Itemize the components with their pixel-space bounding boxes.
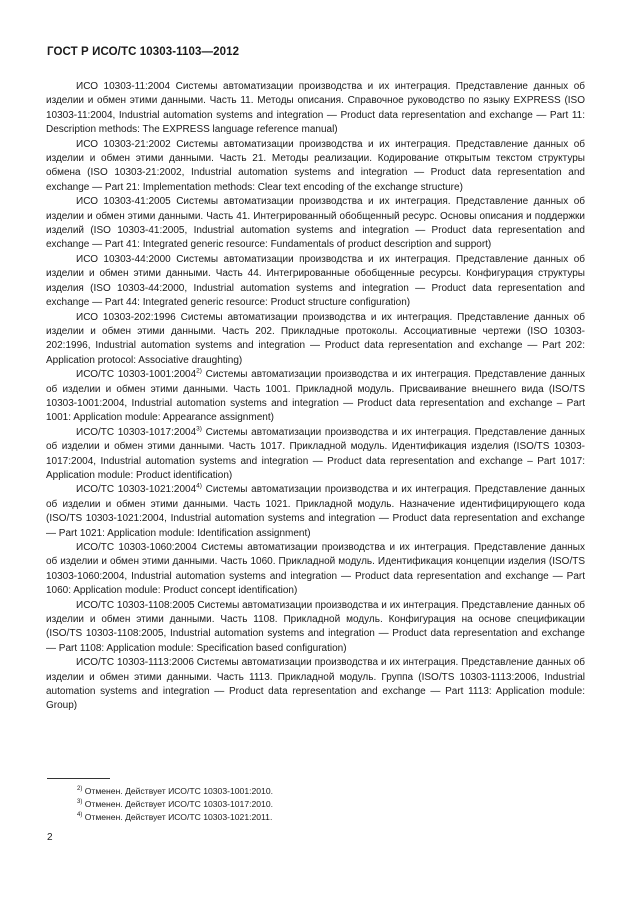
footnote-marker: 3) xyxy=(196,425,202,433)
reference-item xyxy=(46,656,585,714)
footnote-marker: 4) xyxy=(196,483,202,491)
footnote-text: Отменен. Действует ИСО/ТС 10303-1017:2010. xyxy=(82,799,273,810)
page-number: 2 xyxy=(47,832,53,843)
reference-text: ИСО 10303-21:2002 Системы автоматизации производства и их интеграция. Представление данных об изделии и обмен этими данными. Часть 21. Методы реализации. Кодирование открытым текстом структуры обмена (ISO 10303-21:2002, Industrial automation systems and integration — Product data representation and exchange — Part 21: Implementation methods: Clear text encoding of the exchange structure) xyxy=(46,138,585,193)
reference-item xyxy=(46,426,585,484)
reference-item xyxy=(46,311,585,369)
reference-text: ИСО 10303-44:2000 Системы автоматизации производства и их интеграция. Представление данных об изделии и обмен этими данными. Часть 44. Интегрированные обобщенные ресурсы. Конфигурация структуры изделия (ISO 10303-44:2000, Industrial automation systems and integration — Product data representation and exchange — Part 44: Integrated generic resource: Product structure configuration) xyxy=(46,253,585,309)
reference-item xyxy=(46,541,585,599)
footnote-item xyxy=(77,785,557,798)
reference-text: ИСО/ТС 10303-1113:2006 Системы автоматизации производства и их интеграция. Представление данных об изделии и обмен этими данными. Часть 1113. Прикладной модуль. Группа (ISO/TS 10303-1113:2006, Industrial automation systems and integration — Product data representation and exchange — Part 1113: Application module: Group) xyxy=(46,657,585,712)
reference-item xyxy=(46,138,585,196)
reference-code: ИСО/ТС 10303-1001:2004 xyxy=(76,369,197,381)
footnote-item xyxy=(77,798,557,811)
normative-references xyxy=(46,80,585,714)
footnote-item xyxy=(77,811,557,824)
footnote-marker: 2) xyxy=(77,786,83,793)
reference-text: ИСО 10303-41:2005 Системы автоматизации производства и их интеграция. Представление данных об изделии и обмен этими данными. Часть 41. Интегрированный обобщенный ресурс. Основы описания и поддержки изделий (ISO 10303-41:2005, Industrial automation systems and integration — Product data representation and exchange — Part 41: Integrated generic resource: Fundamentals of product description and support) xyxy=(46,196,585,251)
reference-item xyxy=(46,195,585,253)
footnote-marker: 4) xyxy=(77,812,83,819)
reference-text: ИСО/ТС 10303-1060:2004 Системы автоматизации производства и их интеграция. Представление данных об изделии и обмен этими данными. Часть 1060. Прикладной модуль. Идентификация концепции изделия (ISO/TS 10303-1060:2004, Industrial automation systems and integration — Product data representation and exchange — Part 1060: Application module: Product concept identification) xyxy=(46,542,585,597)
reference-item xyxy=(46,368,585,426)
footnote-marker: 3) xyxy=(77,799,83,806)
footnotes xyxy=(77,785,557,825)
footnote-separator xyxy=(47,778,110,779)
footnote-text: Отменен. Действует ИСО/ТС 10303-1001:2010. xyxy=(82,786,273,796)
reference-item xyxy=(46,253,585,311)
reference-item xyxy=(46,483,585,541)
reference-item xyxy=(46,599,585,657)
reference-text: Системы автоматизации производства и их интеграция. Представление данных об изделии и обмен этими данными. Часть 1021. Прикладной модуль. Назначение идентифицирующего кода (ISO/TS 10303-1021:2004, Industrial automation systems and integration — Product data representation and exchange — Part 1021: Application module: Identification assignment) xyxy=(46,484,585,539)
document-header: ГОСТ Р ИСО/ТС 10303-1103—2012 xyxy=(47,46,240,58)
reference-text: Системы автоматизации производства и их интеграция. Представление данных об изделии и обмен этими данными. Часть 1001. Прикладной модуль. Присваивание внешнего вида (ISO/TS 10303-1001:2004, Industrial automation systems and integration — Product data representation and exchange – Part 1001: Application module: Appearance assignment) xyxy=(46,369,585,424)
reference-code: ИСО/ТС 10303-1021:2004 xyxy=(76,484,197,496)
reference-text: ИСО 10303-11:2004 Системы автоматизации производства и их интеграция. Представление данных об изделии и обмен этими данными. Часть 11. Методы описания. Справочное руководство по языку EXPRESS (ISO 10303-11:2004, Industrial automation systems and integration — Product data representation and exchange — Part 11: Description methods: The EXPRESS language reference manual) xyxy=(46,81,585,136)
reference-item xyxy=(46,80,585,138)
footnote-text: Отменен. Действует ИСО/ТС 10303-1021:2011. xyxy=(82,812,273,823)
reference-text: ИСО/ТС 10303-1108:2005 Системы автоматизации производства и их интеграция. Представление данных об изделии и обмен этими данными. Часть 1108. Прикладной модуль. Конфигурация на основе спецификации (ISO/TS 10303-1108:2005, Industrial automation systems and integration — Product data representation and exchange — Part 1108: Application module: Specification based configuration) xyxy=(46,599,585,654)
reference-text: ИСО 10303-202:1996 Системы автоматизации производства и их интеграция. Представление данных об изделии и обмен этими данными. Часть 202. Прикладные протоколы. Ассоциативные чертежи (ISO 10303-202:1996, Industrial automation systems and integration — Product data representation and exchange — Part 202: Application protocol: Associative draughting) xyxy=(46,311,585,366)
reference-code: ИСО/ТС 10303-1017:2004 xyxy=(76,426,197,438)
footnote-marker: 2) xyxy=(196,367,202,375)
reference-text: Системы автоматизации производства и их интеграция. Представление данных об изделии и обмен этими данными. Часть 1017. Прикладной модуль. Идентификация изделия (ISO/TS 10303-1017:2004, Industrial automation systems and integration — Product data representation and exchange – Part 1017: Application module: Product identification) xyxy=(46,426,585,481)
